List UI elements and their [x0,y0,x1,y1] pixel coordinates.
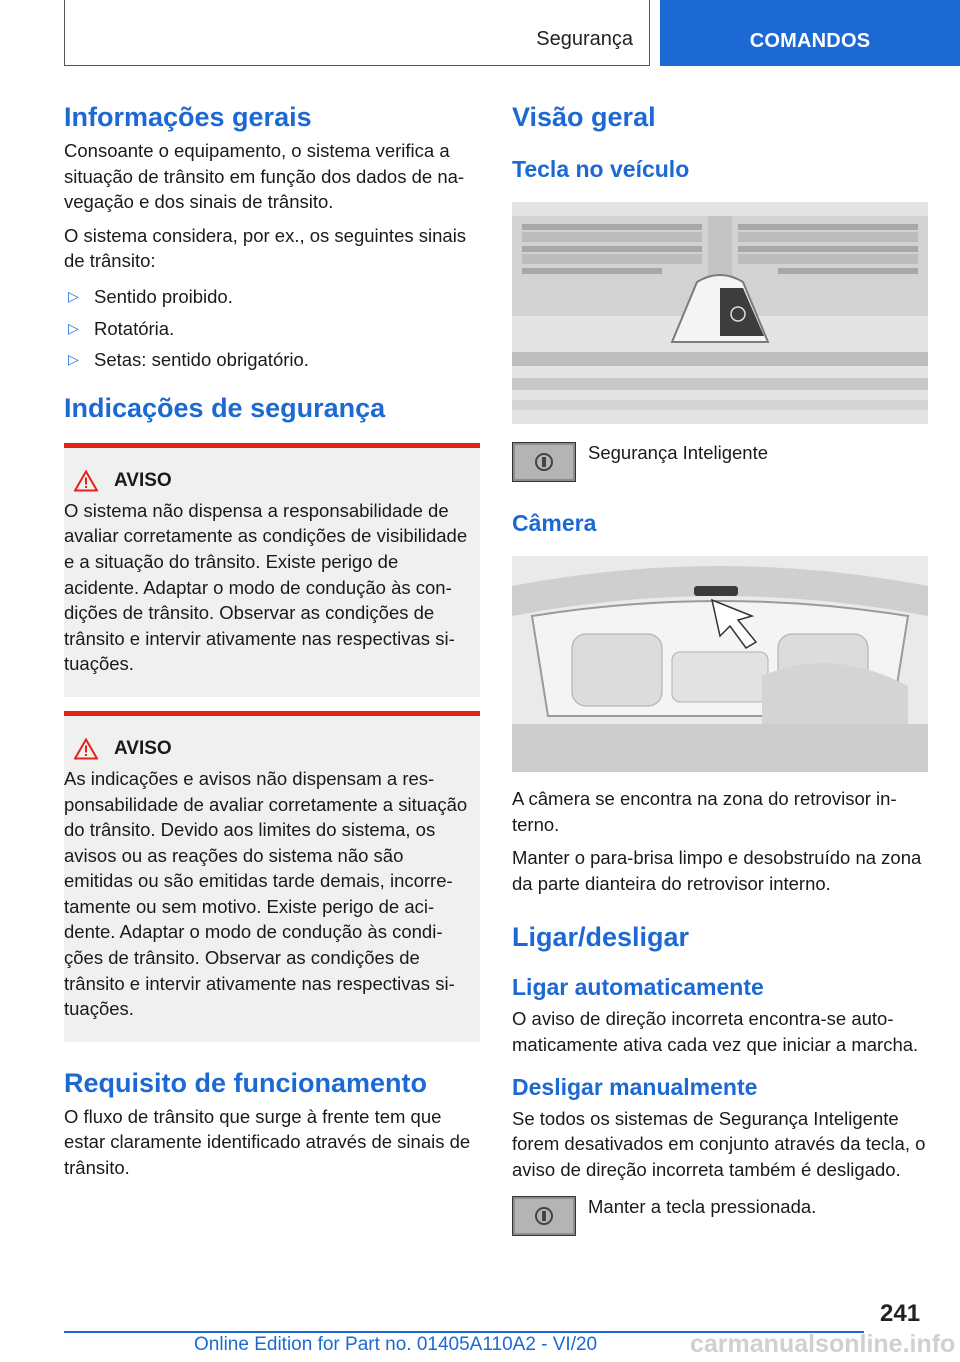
key-legend-row-1 [512,442,928,482]
warning-box-1 [64,443,480,697]
heading-safety-notes: Indicações de segurança [64,392,386,423]
vehicle-button-photo [512,202,928,424]
traffic-sign-list [64,284,480,373]
intelligent-safety-button-icon [512,442,576,482]
warning-triangle-icon [74,470,98,492]
triangle-bullet-icon: ▷ [68,319,79,336]
header-section-title: Segurança [536,28,633,50]
heading-on-off: Ligar/desligar [512,922,690,953]
paragraph-requirement: O fluxo de trânsito que surge à frente tem que estar claramente identificado através de sinais de trânsito. [64,1105,471,1179]
triangle-bullet-icon: ▷ [68,287,79,304]
warning-title: AVISO [114,469,172,491]
warning-header [74,470,480,492]
heading-manual-off: Desligar manualmente [512,1073,758,1100]
list-item: ▷ Sentido proibido. [64,284,480,310]
key-legend-label: Segurança Inteligente [588,442,768,463]
paragraph-info-2: O sistema considera, por ex., os seguintes sinais de trânsito: [64,224,467,272]
camera-location-photo [512,556,928,772]
header-section-box [64,0,650,66]
warning-triangle-icon [74,738,98,760]
page-header [0,0,960,66]
paragraph-camera-2: Manter o para-brisa limpo e desobstruído na zona da parte dianteira do retrovisor interno. [512,847,922,894]
right-column [512,100,928,1236]
list-item: ▷ Setas: sentido obrigatório. [64,347,480,373]
warning-text: As indicações e avisos não dispensam a responsabilidade de avaliar corretamente a situação do trânsito. Devido aos limites do sistema, os avisos ou as reações do sistema não são emitidas ou são emitidas tarde demais, incorretamente ou sem motivo. Existe perigo de acidente. Adaptar o modo de condução às condições de trânsito. Observar as condições de trânsito e intervir ativamente nas respectivas situações. [64,767,468,1020]
key-legend-label: Manter a tecla pressionada. [588,1196,817,1218]
warning-header [74,738,480,760]
left-column [64,100,480,1181]
page-number: 241 [880,1300,921,1327]
heading-requirement: Requisito de funcionamento [64,1067,428,1098]
list-item: ▷ Rotatória. [64,316,480,342]
paragraph-auto-on: O aviso de direção incorreta encontra-se automaticamente ativa cada vez que iniciar a marcha. [512,1008,919,1055]
heading-auto-on: Ligar automaticamente [512,974,764,1001]
key-legend-row-2 [512,1196,928,1236]
intelligent-safety-button-icon [512,1196,576,1236]
warning-text: O sistema não dispensa a responsabilidade de avaliar corretamente as condições de visibilidade e a situação do trânsito. Existe perigo de acidente. Adaptar o modo de condução às condições de trânsito. Observar as condições de trânsito e intervir ativamente nas respectivas situações. [64,499,468,675]
footer-edition: Online Edition for Part no. 01405A110A2 - VI/20 [194,1334,598,1355]
watermark: carmanualsonline.info [690,1330,956,1358]
heading-button-in-vehicle: Tecla no veículo [512,156,690,182]
paragraph-manual-off: Se todos os sistemas de Segurança Inteligente forem desativados em conjunto através da tecla, o aviso de direção incorreta também é desligado. [512,1107,926,1180]
triangle-bullet-icon: ▷ [68,351,79,368]
heading-camera: Câmera [512,510,597,536]
heading-overview: Visão geral [512,102,656,132]
warning-title: AVISO [114,737,172,759]
warning-box-2 [64,711,480,1042]
paragraph-camera-1: A câmera se encontra na zona do retrovisor interno. [512,788,897,835]
header-chapter-tab[interactable]: COMANDOS [660,0,960,66]
paragraph-info-1: Consoante o equipamento, o sistema verifica a situação de trânsito em função dos dados de navegação e dos sinais de trânsito. [64,140,465,213]
heading-general-info: Informações gerais [64,102,312,132]
